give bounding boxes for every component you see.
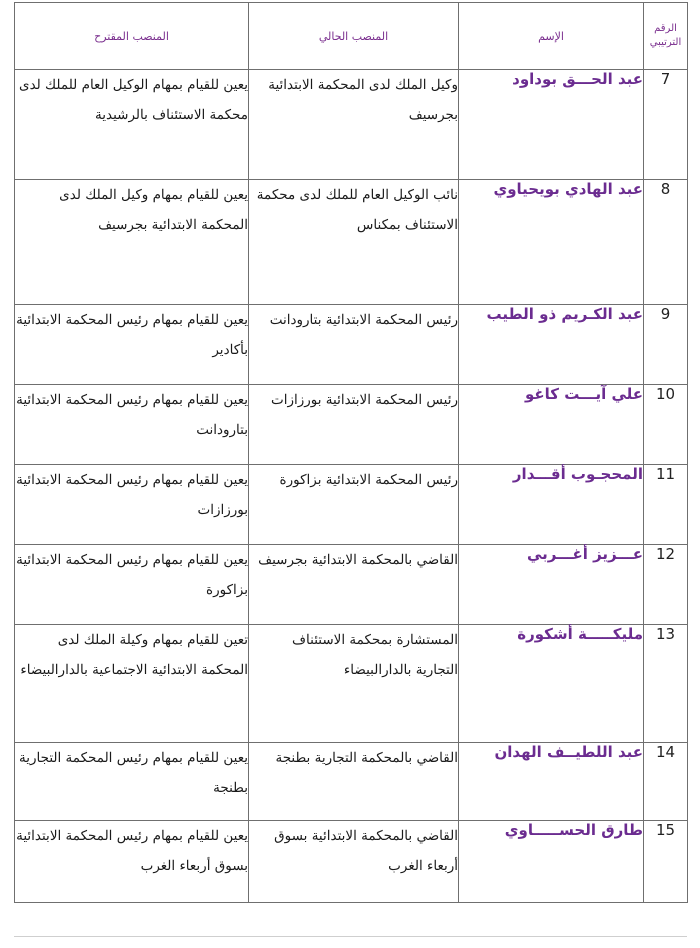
row-number: 10 <box>644 385 688 465</box>
table-row <box>15 821 688 903</box>
row-proposed-position: يعين للقيام بمهام رئيس المحكمة التجارية بطنجة <box>15 743 249 821</box>
header-name: الإسم <box>459 3 644 70</box>
table-row <box>15 465 688 545</box>
row-proposed-position: يعين للقيام بمهام رئيس المحكمة الابتدائية بتارودانت <box>15 385 249 465</box>
header-proposed-position: المنصب المقترح <box>15 3 249 70</box>
row-current-position: وكيل الملك لدى المحكمة الابتدائية بجرسيف <box>249 70 459 180</box>
row-name: عبد اللطيــف الهدان <box>459 743 644 821</box>
row-proposed-position: يعين للقيام بمهام رئيس المحكمة الابتدائية بسوق أربعاء الغرب <box>15 821 249 903</box>
header-number: الرقم الترتيبي <box>644 3 688 70</box>
table-row <box>15 545 688 625</box>
row-current-position: القاضي بالمحكمة الابتدائية بجرسيف <box>249 545 459 625</box>
row-number: 14 <box>644 743 688 821</box>
row-proposed-position: يعين للقيام بمهام رئيس المحكمة الابتدائية بزاكورة <box>15 545 249 625</box>
row-number: 7 <box>644 70 688 180</box>
header-current-position: المنصب الحالي <box>249 3 459 70</box>
row-name: علي آيـــت كاغو <box>459 385 644 465</box>
row-name: مليكـــــة أشكورة <box>459 625 644 743</box>
table-row <box>15 305 688 385</box>
table-row <box>15 385 688 465</box>
row-name: عـــزيز أغـــربي <box>459 545 644 625</box>
page-bottom-rule <box>14 936 687 937</box>
row-name: عبد الكـريم ذو الطيب <box>459 305 644 385</box>
row-number: 8 <box>644 180 688 305</box>
row-current-position: القاضي بالمحكمة التجارية بطنجة <box>249 743 459 821</box>
row-name: طارق الحســـــاوي <box>459 821 644 903</box>
row-proposed-position: تعين للقيام بمهام وكيلة الملك لدى المحكمة الابتدائية الاجتماعية بالدارالبيضاء <box>15 625 249 743</box>
row-current-position: رئيس المحكمة الابتدائية بزاكورة <box>249 465 459 545</box>
row-number: 12 <box>644 545 688 625</box>
row-number: 13 <box>644 625 688 743</box>
row-proposed-position: يعين للقيام بمهام الوكيل العام للملك لدى محكمة الاستئناف بالرشيدية <box>15 70 249 180</box>
row-current-position: القاضي بالمحكمة الابتدائية بسوق أربعاء الغرب <box>249 821 459 903</box>
row-current-position: رئيس المحكمة الابتدائية بتارودانت <box>249 305 459 385</box>
row-name: المحجـوب أقـــدار <box>459 465 644 545</box>
row-number: 11 <box>644 465 688 545</box>
row-proposed-position: يعين للقيام بمهام رئيس المحكمة الابتدائية بورزازات <box>15 465 249 545</box>
row-name: عبد الحـــق بوداود <box>459 70 644 180</box>
row-number: 15 <box>644 821 688 903</box>
table-row <box>15 180 688 305</box>
row-proposed-position: يعين للقيام بمهام رئيس المحكمة الابتدائية بأكادير <box>15 305 249 385</box>
row-current-position: نائب الوكيل العام للملك لدى محكمة الاستئناف بمكناس <box>249 180 459 305</box>
table-row <box>15 70 688 180</box>
row-proposed-position: يعين للقيام بمهام وكيل الملك لدى المحكمة الابتدائية بجرسيف <box>15 180 249 305</box>
row-current-position: رئيس المحكمة الابتدائية بورزازات <box>249 385 459 465</box>
row-number: 9 <box>644 305 688 385</box>
appointments-table <box>14 2 688 903</box>
header-row <box>15 3 688 70</box>
table-row <box>15 743 688 821</box>
row-name: عبد الهادي بويحياوي <box>459 180 644 305</box>
row-current-position: المستشارة بمحكمة الاستئناف التجارية بالدارالبيضاء <box>249 625 459 743</box>
table-row <box>15 625 688 743</box>
